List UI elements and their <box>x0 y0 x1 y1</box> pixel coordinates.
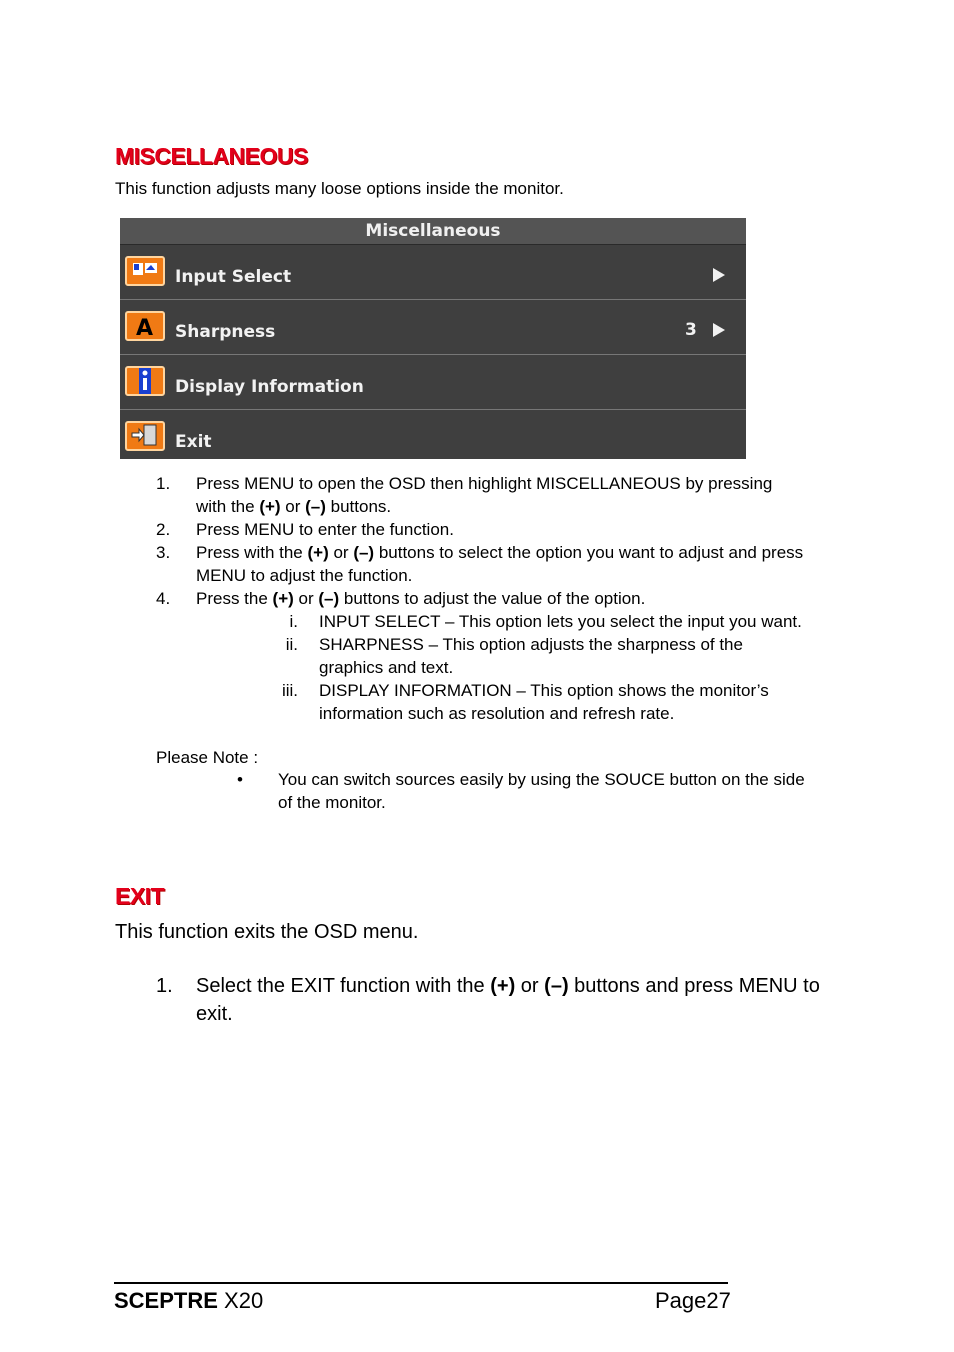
sharpness-icon <box>125 311 165 341</box>
substep-text: INPUT SELECT – This option lets you select the input you want. <box>319 612 802 631</box>
substep-number: ii. <box>285 635 298 654</box>
note-label: Please Note : <box>156 748 259 767</box>
osd-item-label: Input Select <box>175 267 292 287</box>
section-intro: This function adjusts many loose options inside the monitor. <box>115 179 564 198</box>
osd-item-label: Exit <box>175 432 212 452</box>
osd-item-input-select <box>120 245 746 300</box>
section-heading-exit: EXIT <box>115 883 165 909</box>
step-text-line2: with the (+) or (–) buttons. <box>196 497 392 516</box>
step-text: Press MENU to enter the function. <box>196 520 454 539</box>
step-number: 4. <box>156 589 171 608</box>
input-select-icon <box>125 256 165 286</box>
step-text: Press MENU to open the OSD then highlight MISCELLANEOUS by pressing <box>196 474 773 493</box>
page-number: Page27 <box>655 1288 731 1313</box>
substep-number: iii. <box>281 681 298 700</box>
osd-item-exit <box>120 410 746 464</box>
osd-menu <box>120 218 746 459</box>
step-text-line2: exit. <box>196 1003 233 1025</box>
step-number: 2. <box>156 520 171 539</box>
section-intro: This function exits the OSD menu. <box>115 921 419 943</box>
osd-title: Miscellaneous <box>120 218 746 245</box>
footer-model-name: X20 <box>217 1288 264 1313</box>
step-number: 3. <box>156 543 171 562</box>
arrow-right-icon <box>713 268 725 282</box>
substep-text-line2: graphics and text. <box>319 658 454 677</box>
info-icon <box>125 366 165 396</box>
osd-item-label: Sharpness <box>175 322 276 342</box>
substep-text-line2: information such as resolution and refresh rate. <box>319 704 675 723</box>
note-text-line2: of the monitor. <box>278 793 386 812</box>
section-heading-miscellaneous: MISCELLANEOUS <box>115 143 308 169</box>
footer-brand: SCEPTRE <box>114 1288 218 1313</box>
substep-number: i. <box>289 612 298 631</box>
bullet-icon: • <box>237 770 243 789</box>
osd-item-value: 3 <box>685 320 697 340</box>
substep-text: DISPLAY INFORMATION – This option shows the monitor’s <box>319 681 769 700</box>
footer-divider <box>114 1282 728 1284</box>
osd-item-sharpness <box>120 300 746 355</box>
step-number: 1. <box>156 975 173 997</box>
osd-item-label: Display Information <box>175 377 364 397</box>
footer-model <box>114 1288 263 1314</box>
step-text-line2: MENU to adjust the function. <box>196 566 413 585</box>
step-text: Press the (+) or (–) buttons to adjust the value of the option. <box>196 589 646 608</box>
osd-item-display-information <box>120 355 746 410</box>
step-text: Select the EXIT function with the (+) or (–) buttons and press MENU to <box>196 975 820 997</box>
arrow-right-icon <box>713 323 725 337</box>
svg-text:A: A <box>136 316 154 339</box>
note-text: You can switch sources easily by using the SOUCE button on the side <box>278 770 805 789</box>
substep-text: SHARPNESS – This option adjusts the sharpness of the <box>319 635 743 654</box>
step-text: Press with the (+) or (–) buttons to select the option you want to adjust and press <box>196 543 804 562</box>
step-number: 1. <box>156 474 171 493</box>
exit-icon <box>125 421 165 451</box>
